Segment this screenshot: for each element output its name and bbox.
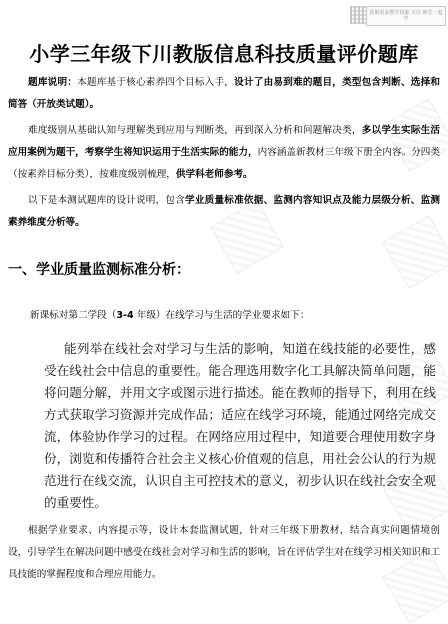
brand-logo: [366, 6, 446, 26]
closing-paragraph: [8, 520, 440, 586]
intro-end: 。: [89, 99, 100, 110]
standard-intro: [30, 307, 309, 321]
difficulty-bold: 多以学生实际生活应用案例为题干，考察学生将知识运用于生活实际的能力，: [8, 125, 441, 158]
intro-paragraph-3: [8, 190, 440, 234]
scope-bold: 供学科老师参考。: [175, 169, 253, 180]
requirement-quote-text: 能列举在线社会对学习与生活的影响，知道在线技能的必要性，感受在线社会中信息的重要性。能合理选用数字化工具解决简单问题，能将问题分解，并用文字或图示进行描述。能在教师的指导下，利用在线方式获取学习资源并完成作品；适应在线学习环境，能通过网络完成交流，体验协作学习的过程。在网络应用过程中，知道要合理使用数字身份，浏览和传播符合社会主义核心价值观的信息，用社会公认的行为规范进行在线交流，认识自主可控技术的意义，初步认识在线社会安全观的重要性。: [44, 341, 436, 510]
intro-label: 题库说明：: [28, 77, 78, 88]
intro-paragraph-2: [8, 120, 440, 186]
standard-intro-post: 年级）在线学习与生活的学业要求如下：: [133, 310, 310, 321]
intro-paragraph-1: [8, 72, 440, 116]
intro-bold: 设计了由易到难的题目，类型包含判断、选择和简答（开放类试题）: [8, 77, 441, 110]
scope-text: 内容涵盖新教材三年级下册全内容。分四类（按素养目标分类），按难度级别梳理，: [8, 147, 441, 180]
requirement-quote: [44, 338, 436, 514]
difficulty-text: 难度级别从基础认知与理解类到应用与判断类，再到深入分析和问题解决类，: [28, 125, 362, 136]
design-text: 以下是本测试题库的设计说明，包含: [28, 195, 186, 206]
intro-text: 本题库基于核心素养四个目标入手，: [77, 77, 235, 88]
page-title: 小学三年级下川教版信息科技质量评价题库: [29, 42, 419, 66]
standard-intro-grade: 3-4: [116, 310, 134, 321]
standard-intro-pre: 新课标对第二学段（: [30, 310, 117, 321]
brand-logo-text: 获取更多教学资源 关注 师生一起学: [369, 10, 443, 22]
qr-code-icon: [350, 6, 366, 24]
design-bold: 学业质量标准依据、监测内容知识点及能力层级分析、监测素养维度分析等。: [8, 195, 441, 228]
closing-text: 根据学业要求、内容提示等，设计本套监测试题，针对三年级下册教材，结合真实问题情境创设，引导学生在解决问题中感受在线社会对学习和生活的影响，旨在评估学生对在线学习相关知识和工具技能的掌握程度和合理应用能力。: [8, 525, 440, 580]
section-heading: 一、学业质量监测标准分析：: [8, 262, 190, 278]
